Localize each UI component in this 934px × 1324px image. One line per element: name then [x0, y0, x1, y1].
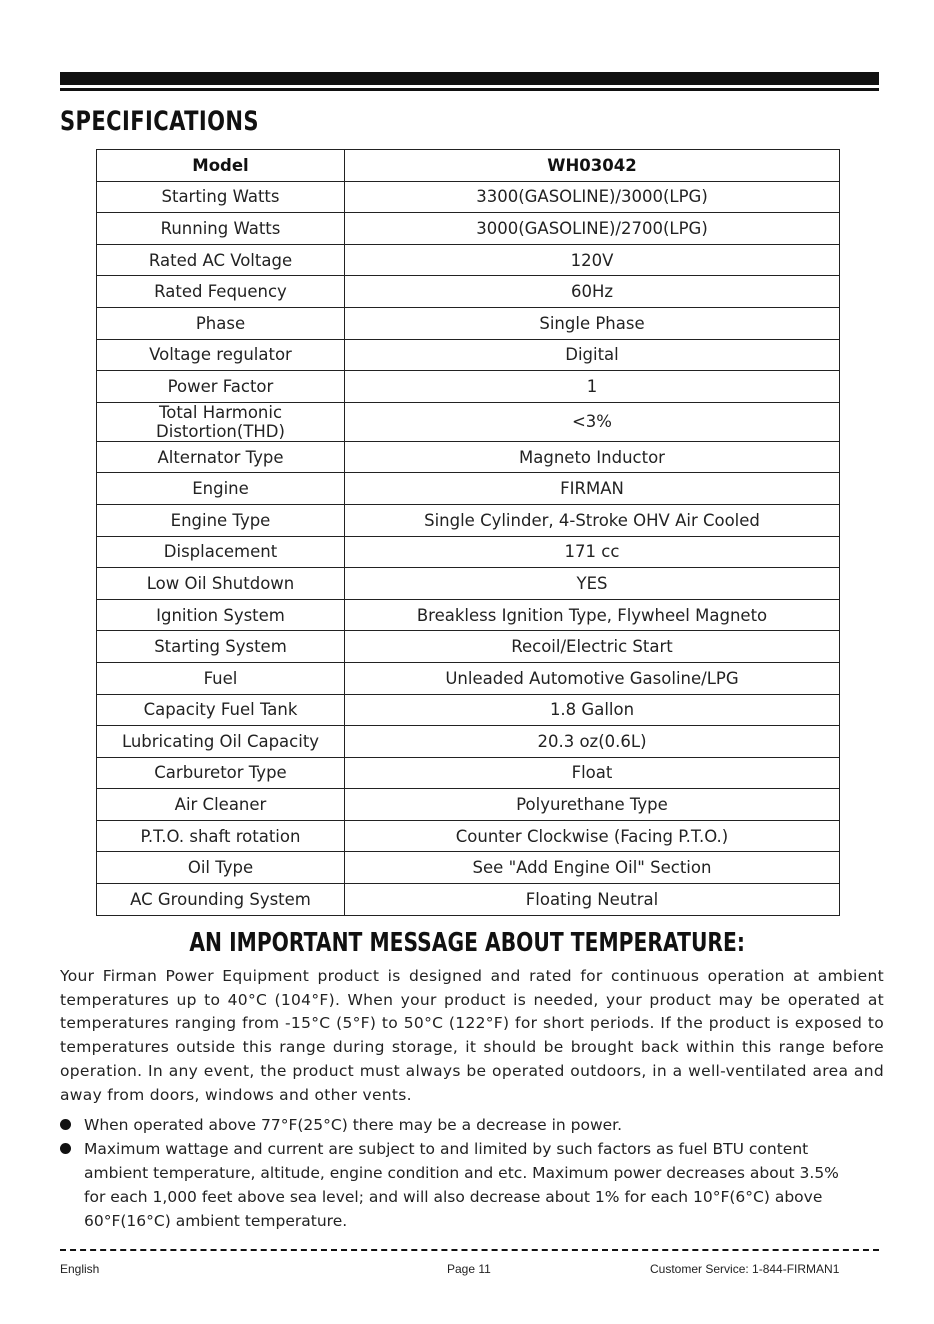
spec-value: Digital [345, 339, 840, 371]
footer-customer-service: Customer Service: 1-844-FIRMAN1 [650, 1262, 840, 1276]
table-row [97, 473, 840, 505]
spec-label: Starting Watts [97, 181, 345, 213]
spec-label: Rated AC Voltage [97, 244, 345, 276]
header-label: Model [97, 150, 345, 182]
table-row [97, 244, 840, 276]
spec-label: Power Factor [97, 371, 345, 403]
table-row [97, 820, 840, 852]
header-rule [60, 88, 879, 91]
message-title-text: AN IMPORTANT MESSAGE ABOUT TEMPERATURE: [189, 928, 745, 958]
table-row [97, 631, 840, 663]
table-row [97, 599, 840, 631]
spec-value: 3000(GASOLINE)/2700(LPG) [345, 213, 840, 245]
table-row [97, 662, 840, 694]
spec-value: Recoil/Electric Start [345, 631, 840, 663]
spec-value: 120V [345, 244, 840, 276]
table-row [97, 789, 840, 821]
table-row [97, 441, 840, 473]
spec-value: YES [345, 568, 840, 600]
footer-rule [60, 1249, 879, 1251]
table-row [97, 504, 840, 536]
table-row [97, 536, 840, 568]
spec-label: Rated Fequency [97, 276, 345, 308]
spec-value: See "Add Engine Oil" Section [345, 852, 840, 884]
spec-label: Carburetor Type [97, 757, 345, 789]
spec-value: Floating Neutral [345, 884, 840, 916]
spec-label: Low Oil Shutdown [97, 568, 345, 600]
table-row [97, 181, 840, 213]
spec-value: Polyurethane Type [345, 789, 840, 821]
spec-value: 3300(GASOLINE)/3000(LPG) [345, 181, 840, 213]
spec-label: Phase [97, 307, 345, 339]
message-paragraph: Your Firman Power Equipment product is designed and rated for continuous operation at ambient temperatures up to 40°C (104°F). When your product is needed, your product may be operated at temperatures ranging from -15°C (5°F) to 50°C (122°F) for short periods. If the product is exposed to temperatures outside this range during storage, it should be brought back within this range before operation. In any event, the product must always be operated outdoors, in a well-ventilated area and away from doors, windows and other vents. [60, 967, 884, 1104]
bullet-icon [60, 1143, 71, 1154]
table-row [97, 694, 840, 726]
specifications-table [96, 149, 840, 916]
spec-label: Capacity Fuel Tank [97, 694, 345, 726]
bullet-text: Maximum wattage and current are subject to and limited by such factors as fuel BTU content ambient temperature, altitude, engine condition and etc. Maximum power decreases about 3.5% for each 1,000 feet above sea level; and will also decrease about 1% for each 10°F(6°C) above 60°F(16°C) ambient temperature. [84, 1140, 839, 1230]
spec-value: Single Phase [345, 307, 840, 339]
spec-label: Air Cleaner [97, 789, 345, 821]
spec-value: Counter Clockwise (Facing P.T.O.) [345, 820, 840, 852]
table-row [97, 371, 840, 403]
spec-label: Voltage regulator [97, 339, 345, 371]
spec-value: 171 cc [345, 536, 840, 568]
message-title [0, 928, 934, 958]
spec-value: <3% [345, 402, 840, 441]
spec-label: Fuel [97, 662, 345, 694]
spec-label: Ignition System [97, 599, 345, 631]
table-row [97, 726, 840, 758]
table-header-row [97, 150, 840, 182]
table-row [97, 276, 840, 308]
bullet-list [60, 1113, 860, 1233]
spec-label: Engine [97, 473, 345, 505]
table-row [97, 757, 840, 789]
spec-label: Running Watts [97, 213, 345, 245]
section-title: SPECIFICATIONS [60, 106, 259, 137]
footer-language: English [60, 1262, 100, 1276]
bullet-icon [60, 1119, 71, 1130]
spec-label: Engine Type [97, 504, 345, 536]
header-bar [60, 72, 879, 85]
list-item [60, 1113, 860, 1137]
spec-label: Starting System [97, 631, 345, 663]
spec-label: Lubricating Oil Capacity [97, 726, 345, 758]
bullet-text: When operated above 77°F(25°C) there may be a decrease in power. [84, 1116, 623, 1134]
table-row [97, 884, 840, 916]
spec-value: 1 [345, 371, 840, 403]
spec-value: 20.3 oz(0.6L) [345, 726, 840, 758]
spec-label: Alternator Type [97, 441, 345, 473]
table-row [97, 339, 840, 371]
header-value: WH03042 [345, 150, 840, 182]
spec-label: P.T.O. shaft rotation [97, 820, 345, 852]
table-row [97, 213, 840, 245]
table-row [97, 402, 840, 441]
spec-value: FIRMAN [345, 473, 840, 505]
spec-value: Unleaded Automotive Gasoline/LPG [345, 662, 840, 694]
spec-value: Breakless Ignition Type, Flywheel Magneto [345, 599, 840, 631]
spec-value: 60Hz [345, 276, 840, 308]
table-row [97, 568, 840, 600]
spec-label: AC Grounding System [97, 884, 345, 916]
spec-value: Float [345, 757, 840, 789]
footer-page-number: Page 11 [447, 1262, 491, 1276]
spec-value: 1.8 Gallon [345, 694, 840, 726]
spec-value: Single Cylinder, 4-Stroke OHV Air Cooled [345, 504, 840, 536]
list-item [60, 1137, 860, 1233]
table-row [97, 852, 840, 884]
spec-label: Oil Type [97, 852, 345, 884]
spec-value: Magneto Inductor [345, 441, 840, 473]
table-row [97, 307, 840, 339]
spec-label: Displacement [97, 536, 345, 568]
spec-label: Total Harmonic Distortion(THD) [97, 402, 345, 441]
